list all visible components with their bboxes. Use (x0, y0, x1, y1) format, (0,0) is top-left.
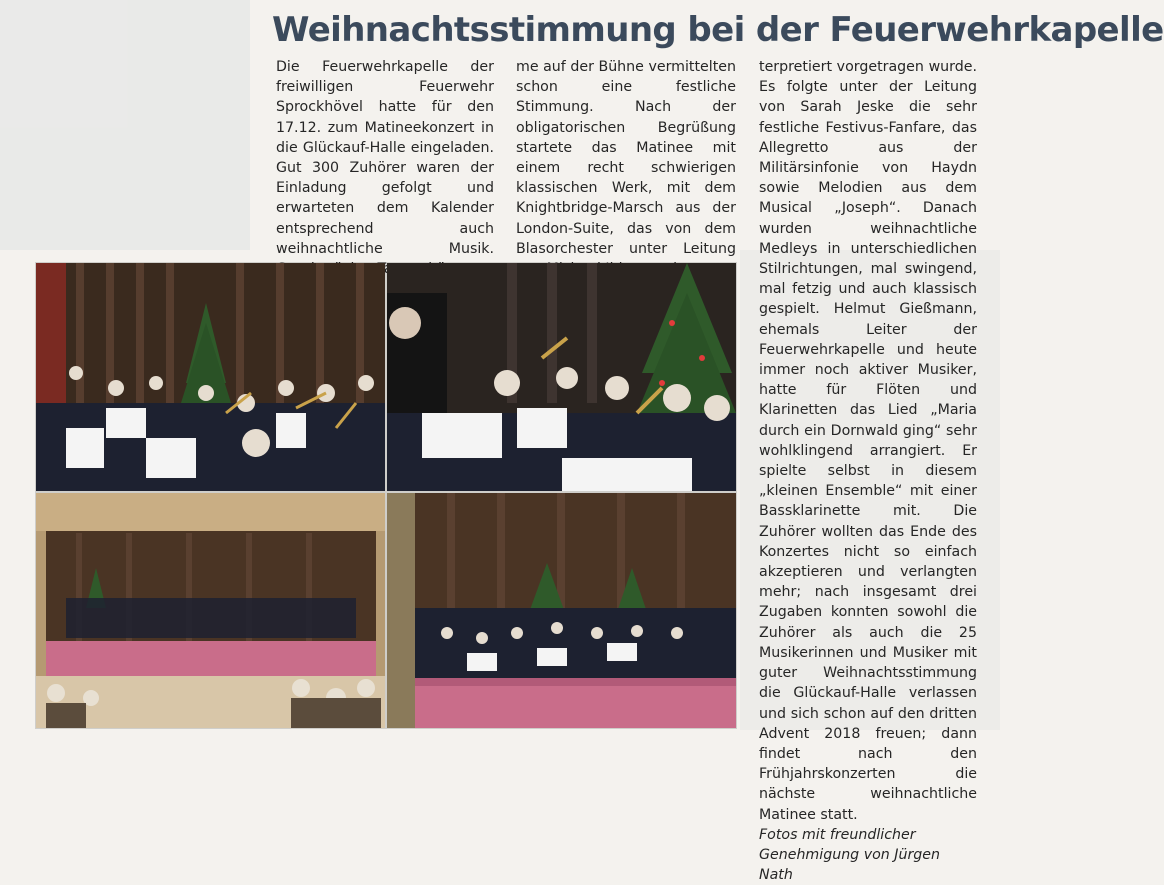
stage-audience-image (36, 493, 385, 728)
article-column-3 (759, 57, 977, 884)
column-2-text: me auf der Bühne vermittelten schon eine festliche Stimmung. Nach der obligatorischen Begrüßung startete das Matinee mit einem recht schwierigen klassischen Werk, mit dem Knightbridge-Marsch aus der London-Suite, das von dem Blasorchester unter Leitung (516, 59, 736, 257)
orchestra-photo-closeup (387, 263, 736, 491)
article-headline: Weihnachtsstimmung bei der Feuerwehrkapelle (272, 10, 1164, 50)
orchestra-hall-image (387, 493, 736, 728)
orchestra-photo-hall (387, 493, 736, 728)
column-1-text: Die Feuerwehrkapelle der freiwilligen Feuerwehr Sprockhövel hatte für den 17.12. zum Matineekonzert in die Glückauf-Halle eingeladen. Gut 300 Zuhörer waren der Einladung gefolgt und erwarteten dem Kalender entsprechend auch weihnachtliche Musik. (276, 59, 494, 257)
orchestra-closeup-image (387, 263, 736, 491)
stage-photo-audience (36, 493, 385, 728)
column-3-text: terpretiert vorgetragen wurde. Es folgte unter der Leitung von Sarah Jeske die sehr festliche Festivus-Fanfare, das Allegretto aus der Militärsinfonie von Haydn sowie Melodien aus dem Musical „Joseph“. Danach wurden weihnachtliche Medleys in unterschiedlichen Stilrichtungen, mal swingend, mal fetzig und auch klassisch gespielt. Helmut Gießmann, ehemals Leiter der Feuerwehrkapelle und heute immer noch aktiver Musiker, hatte für Flöten und Klarinetten das Lied „Maria durch ein Dornwald ging“ sehr wohlklingend arrangiert. Er spielte selbst in diesem „kleinen Ensemble“ mit einer Bassklarinette mit. Die Zuhörer wollten das Ende des Konzertes nicht so einfach akzeptieren und verlangten mehr; nach insgesamt drei Zugaben konnten sowohl die Zuhörer als auch die 25 Musikerinnen und Musiker mit guter Weihnachtsstimmung die Glückauf-Halle verlassen und sich schon auf den dritten Advent 2018 freuen; dann findet nach den Frühjahrskonzerten die nächste weihnachtliche Matinee statt. (759, 59, 977, 823)
article-column-2 (516, 57, 736, 257)
article-column-1 (276, 57, 494, 257)
neighbor-page-bleed (0, 0, 250, 250)
orchestra-wide-image (36, 263, 385, 491)
orchestra-photo-wide (36, 263, 385, 491)
photo-credit: Fotos mit freundlicher Genehmigung von Jürgen Nath (759, 826, 941, 884)
